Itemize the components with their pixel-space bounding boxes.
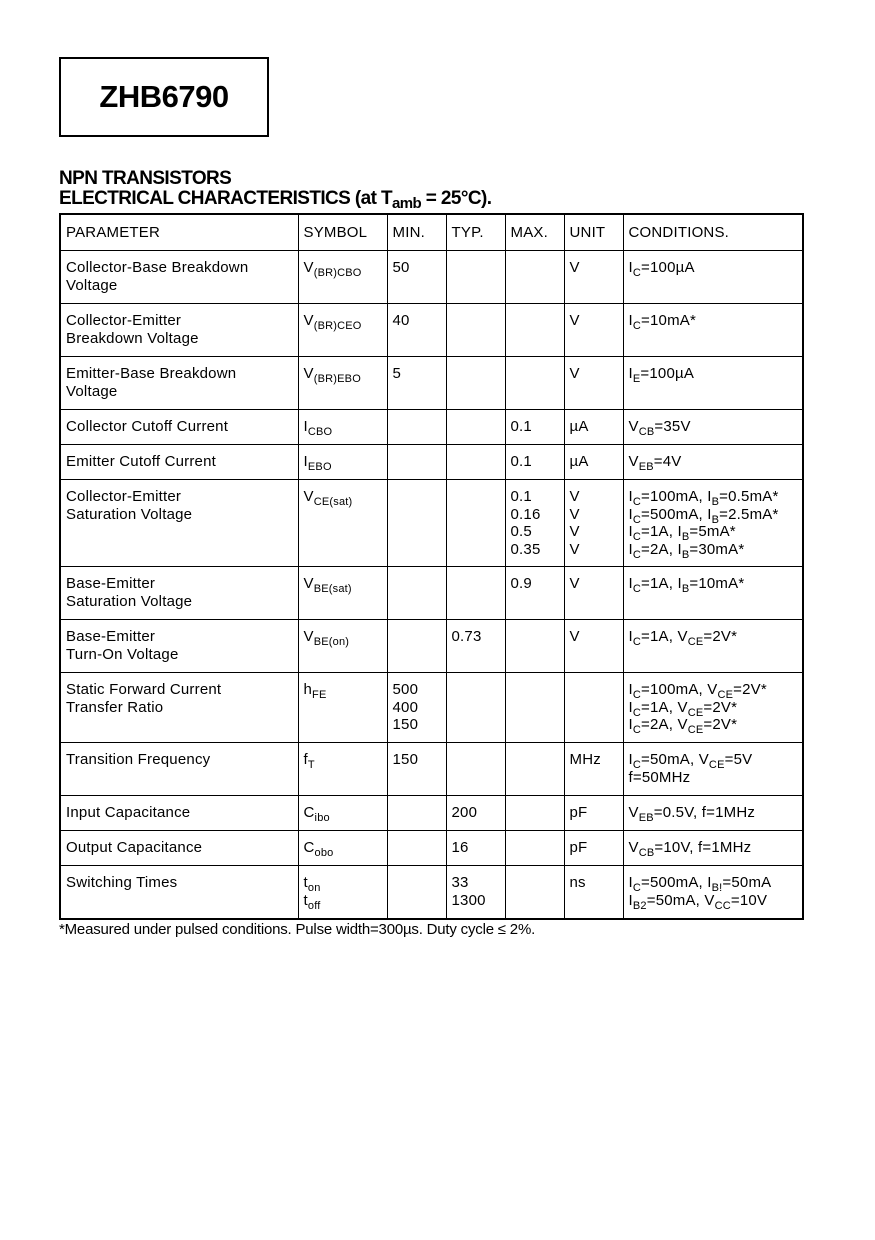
cell-symbol <box>298 567 387 620</box>
cell-unit <box>564 480 623 567</box>
parameter-line: Base-Emitter <box>66 575 156 592</box>
cell-conditions <box>623 567 803 620</box>
symbol-line: $V_{(BR)CBO}$ <box>303 259 362 279</box>
symbol-subscript: CBO <box>307 426 333 438</box>
cell-conditions <box>623 866 803 919</box>
parameter-line: Collector Cutoff Current <box>66 418 229 435</box>
cell-min <box>387 410 446 445</box>
symbol-subscript: BE(sat) <box>313 583 352 595</box>
condition-line: $I_C=100mA$, $V_{CE}=2V*$ <box>628 681 767 701</box>
condition-subscript: C <box>632 706 642 719</box>
typ-value: 200 <box>451 804 478 821</box>
condition-line: $I_E=100\mu A$ <box>628 365 695 385</box>
table-row <box>60 410 803 445</box>
header-min: MIN. <box>387 214 446 251</box>
parameter-line: Base-Emitter <box>66 628 156 645</box>
table-row <box>60 480 803 567</box>
condition-subscript: EB <box>638 461 654 473</box>
cell-min <box>387 743 446 796</box>
condition-subscript: C <box>632 320 642 332</box>
symbol-line: $h_{FE}$ <box>303 681 327 701</box>
unit-value: MHz <box>569 751 601 768</box>
condition-subscript: B <box>681 531 690 543</box>
condition-subscript: C <box>632 513 642 526</box>
cell-max <box>505 620 564 673</box>
cell-min <box>387 357 446 410</box>
symbol-subscript: ibo <box>314 812 330 824</box>
condition-subscript: C <box>632 496 642 508</box>
part-number-box <box>59 57 269 137</box>
cell-unit <box>564 251 623 304</box>
cell-conditions <box>623 410 803 445</box>
condition-line: $I_C=50mA$, $V_{CE}=5V$ <box>628 751 753 771</box>
typ-value: 0.73 <box>451 628 482 645</box>
cell-typ <box>446 410 505 445</box>
parameter-line: Collector-Emitter <box>66 312 182 329</box>
symbol-subscript: (BR)EBO <box>313 373 361 385</box>
cell-max <box>505 445 564 480</box>
cell-symbol <box>298 445 387 480</box>
table-row <box>60 743 803 796</box>
condition-subscript: B <box>711 496 720 508</box>
cell-min <box>387 567 446 620</box>
condition-subscript: CE <box>687 636 704 648</box>
condition-subscript: B! <box>711 882 723 894</box>
cell-unit <box>564 567 623 620</box>
table-row <box>60 831 803 866</box>
cell-conditions <box>623 304 803 357</box>
symbol-line: $V_{BE(sat)}$ <box>303 575 352 595</box>
condition-subscript: C <box>632 583 642 595</box>
parameter-line: Transfer Ratio <box>66 698 164 716</box>
min-value: 5 <box>392 365 402 382</box>
unit-value: V <box>569 312 580 329</box>
max-value: 0.5 <box>510 523 532 540</box>
cell-typ <box>446 357 505 410</box>
cell-symbol <box>298 831 387 866</box>
condition-subscript: B2 <box>632 899 647 912</box>
cell-unit <box>564 357 623 410</box>
header-unit: UNIT <box>564 214 623 251</box>
symbol-subscript: BE(on) <box>313 636 350 648</box>
cell-parameter <box>60 480 298 567</box>
cell-unit <box>564 866 623 919</box>
cell-typ <box>446 620 505 673</box>
min-value: 150 <box>392 751 419 768</box>
cell-conditions <box>623 831 803 866</box>
condition-line: $I_C=2A$, $I_B=30mA*$ <box>628 540 745 561</box>
symbol-line: $I_{EBO}$ <box>303 453 332 473</box>
header-conditions: CONDITIONS. <box>623 214 803 251</box>
condition-subscript: C <box>632 636 642 648</box>
unit-value: V <box>569 365 580 382</box>
cell-max <box>505 357 564 410</box>
unit-value: ns <box>569 874 586 891</box>
table-row <box>60 796 803 831</box>
max-value: 0.1 <box>510 418 532 435</box>
unit-value: V <box>569 523 580 540</box>
max-value: 0.35 <box>510 540 541 558</box>
condition-subscript: CE <box>687 724 704 736</box>
unit-value: V <box>569 505 580 523</box>
min-value: 150 <box>392 716 419 733</box>
cell-parameter <box>60 304 298 357</box>
cell-conditions <box>623 480 803 567</box>
cell-min <box>387 796 446 831</box>
cell-symbol <box>298 410 387 445</box>
table-row <box>60 445 803 480</box>
unit-value: pF <box>569 804 588 821</box>
cell-conditions <box>623 673 803 743</box>
cell-min <box>387 251 446 304</box>
table-row <box>60 567 803 620</box>
max-value: 0.9 <box>510 575 532 592</box>
cell-symbol <box>298 743 387 796</box>
condition-subscript: B <box>711 513 720 526</box>
parameter-line: Voltage <box>66 382 118 400</box>
cell-typ <box>446 304 505 357</box>
parameter-line: Emitter Cutoff Current <box>66 453 217 470</box>
symbol-subscript: EBO <box>307 461 332 473</box>
parameter-line: Emitter-Base Breakdown <box>66 365 237 382</box>
cell-parameter <box>60 796 298 831</box>
cell-min <box>387 480 446 567</box>
condition-subscript: CE <box>717 689 734 701</box>
condition-line: $I_{B2}=50mA$, $V_{CC}=10V$ <box>628 891 768 912</box>
min-value: 500 <box>392 681 419 698</box>
cell-max <box>505 567 564 620</box>
cell-parameter <box>60 251 298 304</box>
condition-subscript: CE <box>708 759 725 771</box>
parameter-line: Transition Frequency <box>66 751 211 768</box>
cell-max <box>505 743 564 796</box>
condition-line: $I_C=1A$, $V_{CE}=2V*$ <box>628 628 738 648</box>
condition-line: $I_C=1A$, $V_{CE}=2V*$ <box>628 698 738 719</box>
cell-unit <box>564 743 623 796</box>
condition-line: $I_C=10mA*$ <box>628 312 697 332</box>
max-value: 0.1 <box>510 453 532 470</box>
symbol-subscript: CE(sat) <box>313 496 353 508</box>
cell-min <box>387 445 446 480</box>
cell-max <box>505 866 564 919</box>
cell-typ <box>446 251 505 304</box>
table-row <box>60 304 803 357</box>
cell-typ <box>446 866 505 919</box>
cell-parameter <box>60 357 298 410</box>
header-typ: TYP. <box>446 214 505 251</box>
symbol-line: $I_{CBO}$ <box>303 418 333 438</box>
symbol-subscript: T <box>307 759 315 771</box>
parameter-line: Collector-Emitter <box>66 488 182 505</box>
condition-subscript: B <box>681 583 690 595</box>
cell-conditions <box>623 445 803 480</box>
cell-min <box>387 304 446 357</box>
symbol-subscript: on <box>307 882 321 894</box>
cell-typ <box>446 673 505 743</box>
condition-subscript: CE <box>687 706 704 719</box>
cell-symbol <box>298 304 387 357</box>
part-number: ZHB6790 <box>99 79 229 114</box>
cell-unit <box>564 831 623 866</box>
symbol-line: $V_{(BR)EBO}$ <box>303 365 361 385</box>
table-body <box>60 251 803 919</box>
symbol-line: $V_{CE(sat)}$ <box>303 488 353 508</box>
condition-line: $I_C=500mA$, $I_B=2.5mA*$ <box>628 505 779 526</box>
cell-conditions <box>623 620 803 673</box>
cell-symbol <box>298 357 387 410</box>
cell-parameter <box>60 673 298 743</box>
cell-typ <box>446 831 505 866</box>
table-row <box>60 251 803 304</box>
symbol-line: $C_{obo}$ <box>303 839 334 859</box>
condition-subscript: C <box>632 759 642 771</box>
parameter-line: Output Capacitance <box>66 839 203 856</box>
cell-typ <box>446 567 505 620</box>
cell-max <box>505 796 564 831</box>
cell-symbol <box>298 620 387 673</box>
symbol-subscript: off <box>307 899 321 912</box>
header-symbol: SYMBOL <box>298 214 387 251</box>
symbol-line: $C_{ibo}$ <box>303 804 330 824</box>
parameter-line: Collector-Base Breakdown <box>66 259 249 276</box>
symbol-line: $t_{off}$ <box>303 891 321 912</box>
condition-subscript: C <box>632 882 642 894</box>
cell-unit <box>564 620 623 673</box>
unit-value: µA <box>569 418 589 435</box>
condition-line: $I_C=2A$, $V_{CE}=2V*$ <box>628 716 738 736</box>
condition-subscript: E <box>632 373 641 385</box>
symbol-line: $V_{(BR)CEO}$ <box>303 312 362 332</box>
condition-line: $V_{EB}=4V$ <box>628 453 682 473</box>
heading-line-1: NPN TRANSISTORS <box>59 168 232 189</box>
cell-parameter <box>60 567 298 620</box>
cell-parameter <box>60 743 298 796</box>
table-row <box>60 620 803 673</box>
cell-min <box>387 620 446 673</box>
typ-value: 16 <box>451 839 469 856</box>
cell-unit <box>564 410 623 445</box>
condition-line: $V_{CB}=35V$ <box>628 418 691 438</box>
condition-subscript: EB <box>638 812 654 824</box>
table-row <box>60 866 803 919</box>
condition-subscript: C <box>632 689 642 701</box>
condition-line: f=50MHz <box>628 768 691 786</box>
cell-min <box>387 831 446 866</box>
cell-max <box>505 480 564 567</box>
symbol-subscript: FE <box>312 689 327 701</box>
cell-conditions <box>623 251 803 304</box>
symbol-line: $t_{on}$ <box>303 874 321 894</box>
condition-subscript: CB <box>638 847 655 859</box>
cell-symbol <box>298 251 387 304</box>
cell-parameter <box>60 620 298 673</box>
max-value: 0.16 <box>510 505 541 523</box>
cell-max <box>505 304 564 357</box>
parameter-line: Saturation Voltage <box>66 505 193 523</box>
symbol-subscript: (BR)CBO <box>313 267 362 279</box>
footnote: *Measured under pulsed conditions. Pulse width=300µs. Duty cycle ≤ 2%. <box>59 921 536 938</box>
cell-parameter <box>60 410 298 445</box>
parameter-line: Voltage <box>66 276 118 294</box>
cell-parameter <box>60 831 298 866</box>
cell-min <box>387 866 446 919</box>
cell-conditions <box>623 743 803 796</box>
unit-value: µA <box>569 453 589 470</box>
table-header-row <box>60 214 803 251</box>
symbol-line: $f_T$ <box>303 751 315 771</box>
typ-value: 1300 <box>451 891 486 909</box>
cell-max <box>505 251 564 304</box>
parameter-line: Switching Times <box>66 874 178 891</box>
cell-symbol <box>298 866 387 919</box>
condition-subscript: B <box>681 548 690 561</box>
cell-symbol <box>298 480 387 567</box>
unit-value: V <box>569 259 580 276</box>
min-value: 50 <box>392 259 410 276</box>
typ-value: 33 <box>451 874 469 891</box>
parameter-line: Saturation Voltage <box>66 592 193 610</box>
section-heading <box>59 168 492 212</box>
condition-subscript: CB <box>638 426 655 438</box>
heading-line-2: ELECTRICAL CHARACTERISTICS (at $T_{amb} = 25^\circ C$). <box>59 188 492 212</box>
cell-conditions <box>623 796 803 831</box>
cell-conditions <box>623 357 803 410</box>
cell-typ <box>446 743 505 796</box>
header-parameter: PARAMETER <box>60 214 298 251</box>
electrical-characteristics-table <box>59 213 804 920</box>
cell-symbol <box>298 796 387 831</box>
cell-parameter <box>60 445 298 480</box>
parameter-line: Input Capacitance <box>66 804 191 821</box>
cell-symbol <box>298 673 387 743</box>
unit-value: V <box>569 628 580 645</box>
symbol-subscript: (BR)CEO <box>313 320 362 332</box>
cell-typ <box>446 796 505 831</box>
cell-unit <box>564 445 623 480</box>
cell-unit <box>564 796 623 831</box>
symbol-subscript: obo <box>314 847 334 859</box>
min-value: 40 <box>392 312 410 329</box>
cell-max <box>505 831 564 866</box>
unit-value: V <box>569 575 580 592</box>
parameter-line: Breakdown Voltage <box>66 329 199 347</box>
condition-line: $V_{EB}=0.5V$, f=1MHz <box>628 804 756 824</box>
cell-parameter <box>60 866 298 919</box>
parameter-line: Turn-On Voltage <box>66 645 179 663</box>
condition-line: $I_C=500mA$, $I_{B!}=50mA$ <box>628 874 772 894</box>
cell-min <box>387 673 446 743</box>
condition-line: $V_{CB}=10V$, f=1MHz <box>628 839 752 859</box>
max-value: 0.1 <box>510 488 532 505</box>
table-row <box>60 673 803 743</box>
condition-line: $I_C=100mA$, $I_B=0.5mA*$ <box>628 488 779 508</box>
cell-unit <box>564 304 623 357</box>
condition-subscript: C <box>632 724 642 736</box>
cell-max <box>505 410 564 445</box>
symbol-line: $V_{BE(on)}$ <box>303 628 350 648</box>
unit-value: pF <box>569 839 588 856</box>
condition-line: $I_C=100\mu A$ <box>628 259 695 279</box>
condition-subscript: C <box>632 531 642 543</box>
condition-line: $I_C=1A$, $I_B=10mA*$ <box>628 575 745 595</box>
condition-subscript: C <box>632 548 642 561</box>
condition-subscript: CC <box>714 899 731 912</box>
unit-value: V <box>569 540 580 558</box>
condition-line: $I_C=1A$, $I_B=5mA*$ <box>628 523 736 543</box>
condition-subscript: C <box>632 267 642 279</box>
cell-typ <box>446 480 505 567</box>
table-row <box>60 357 803 410</box>
cell-unit <box>564 673 623 743</box>
header-max: MAX. <box>505 214 564 251</box>
min-value: 400 <box>392 698 419 716</box>
cell-max <box>505 673 564 743</box>
parameter-line: Static Forward Current <box>66 681 222 698</box>
unit-value: V <box>569 488 580 505</box>
cell-typ <box>446 445 505 480</box>
